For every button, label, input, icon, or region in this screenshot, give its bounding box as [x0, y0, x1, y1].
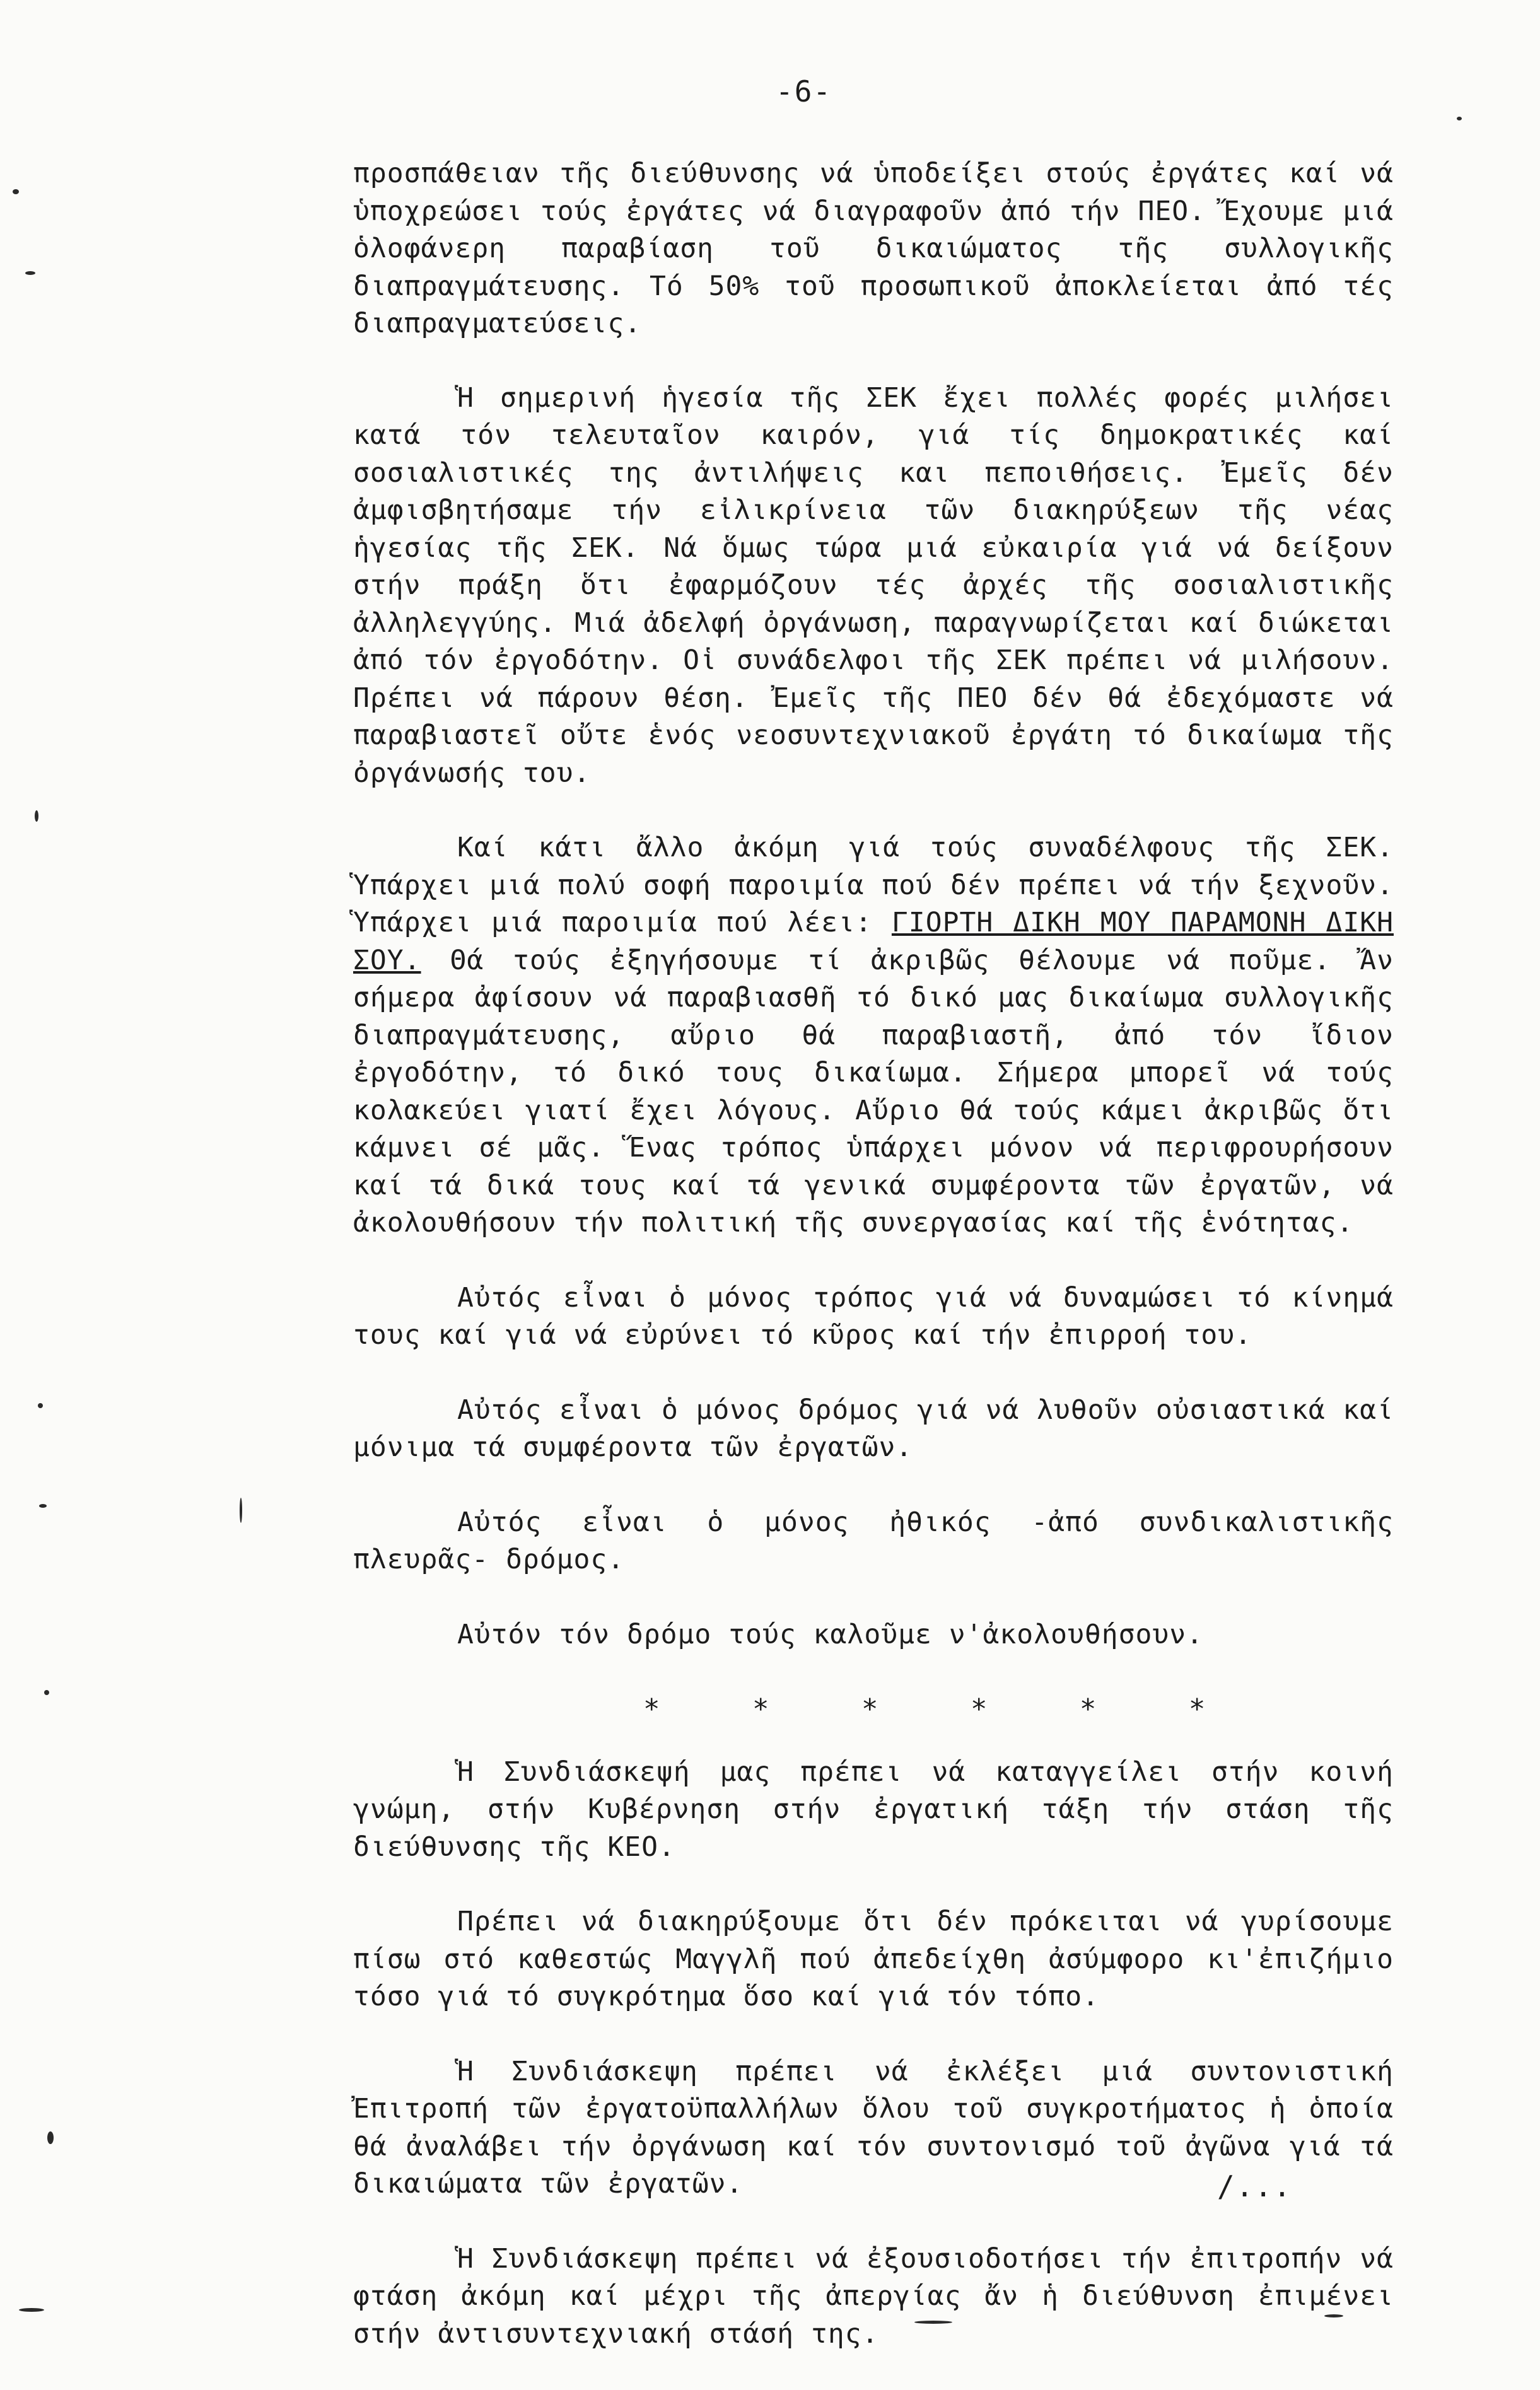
document-body [353, 155, 1394, 2390]
scan-speck [44, 1690, 49, 1695]
paragraph-1: προσπάθειαν τῆς διεύθυνσης νά ὑποδείξει στούς ἐργάτες καί νά ὑποχρεώσει τούς ἐργάτες νά διαγραφοῦν ἀπό τήν ΠΕΟ. Ἔχουμε μιά ὁλοφάνερη παραβίαση τοῦ δικαιώματος τῆς συλλογικῆς διαπραγμάτευσης. Τό 50% τοῦ προσωπικοῦ ἀποκλείεται ἀπό τές διαπραγματεύσεις. [353, 158, 1394, 339]
paragraph-7: Αὐτόν τόν δρόμο τούς καλοῦμε ν'ἀκολουθήσουν. [457, 1618, 1204, 1650]
paragraph-8: Ἡ Συνδιάσκεψή μας πρέπει νά καταγγείλει στήν κοινή γνώμη, στήν Κυβέρνηση στήν ἐργατική τάξη τήν στάση τῆς διεύθυνσης τῆς ΚΕΟ. [353, 1756, 1394, 1863]
paragraph-2: Ἡ σημερινή ἡγεσία τῆς ΣΕΚ ἔχει πολλές φορές μιλήσει κατά τόν τελευταῖον καιρόν, γιά τίς δημοκρατικές καί σοσιαλιστικές της ἀντιλήψεις και πεποιθήσεις. Ἐμεῖς δέν ἀμφισβητήσαμε τήν εἰλικρίνεια τῶν διακηρύξεων τῆς νέας ἡγεσίας τῆς ΣΕΚ. Νά ὅμως τώρα μιά εὐκαιρία γιά νά δείξουν στήν πράξη ὅτι ἐφαρμόζουν τές ἀρχές τῆς σοσιαλιστικῆς ἀλληλεγγύης. Μιά ἀδελφή ὀργάνωση, παραγνωρίζεται καί διώκεται ἀπό τόν ἐργοδότην. Οἱ συνάδελφοι τῆς ΣΕΚ πρέπει νά μιλήσουν. Πρέπει νά πάρουν θέση. Ἐμεῖς τῆς ΠΕΟ δέν θά ἐδεχόμαστε νά παραβιαστεῖ οὔτε ἑνός νεοσυντεχνιακοῦ ἐργάτη τό δικαίωμα τῆς ὀργάνωσής του. [353, 382, 1394, 789]
paragraph-4: Αὐτός εἶναι ὁ μόνος τρόπος γιά νά δυναμώσει τό κίνημά τους καί γιά νά εὐρύνει τό κῦρος καί τήν ἐπιρροή του. [353, 1281, 1394, 1351]
scan-speck [1324, 2314, 1343, 2317]
scan-speck [39, 1504, 47, 1508]
paragraph-3 [353, 829, 1394, 1242]
scan-speck [47, 2131, 54, 2144]
scan-speck [914, 2321, 952, 2324]
continuation-mark: /... [1217, 2169, 1292, 2203]
paragraph-11: Ἡ Συνδιάσκεψη πρέπει νά ἐξουσιοδοτήσει τήν ἐπιτροπήν νά φτάση ἀκόμη καί μέχρι τῆς ἀπεργίας ἄν ἡ διεύθυνση ἐπιμένει στήν ἀντισυντεχνιακή στάσή της. [353, 2242, 1394, 2350]
page-number: -6- [776, 74, 832, 108]
paragraph-3-text-before: Καί κάτι ἄλλο ἀκόμη γιά τούς συναδέλφους τῆς ΣΕΚ. Ὑπάρχει μιά πολύ σοφή παροιμία πού δέν πρέπει νά τήν ξεχνοῦν. Ὑπάρχει μιά παροιμία πού λέει: [353, 832, 1394, 938]
scan-speck [240, 1498, 242, 1523]
proverb-underlined: ΓΙΟΡΤΗ ΔΙΚΗ ΜΟΥ ΠΑΡΑΜΟΝΗ ΔΙΚΗ ΣΟΥ. [353, 907, 1394, 976]
section-separator: * * * * * * [643, 1693, 1244, 1725]
paragraph-5: Αὐτός εἶναι ὁ μόνος δρόμος γιά νά λυθοῦν οὐσιαστικά καί μόνιμα τά συμφέροντα τῶν ἐργατῶν. [353, 1394, 1394, 1463]
scan-speck [1457, 117, 1462, 120]
paragraph-10: Ἡ Συνδιάσκεψη πρέπει νά ἐκλέξει μιά συντονιστική Ἐπιτροπή τῶν ἐργατοϋπαλλήλων ὅλου τοῦ συγκροτήματος ἡ ὁποία θά ἀναλάβει τήν ὀργάνωση καί τόν συντονισμό τοῦ ἀγῶνα γιά τά δικαιώματα τῶν ἐργατῶν. [353, 2055, 1394, 2200]
paragraph-9: Πρέπει νά διακηρύξουμε ὅτι δέν πρόκειται νά γυρίσουμε πίσω στό καθεστώς Μαγγλῆ πού ἀπεδείχθη ἀσύμφορο κι'ἐπιζήμιο τόσο γιά τό συγκρότημα ὅσο καί γιά τόν τόπο. [353, 1906, 1394, 2012]
scan-speck [13, 189, 19, 194]
scan-speck [38, 1403, 43, 1408]
scan-speck [19, 2308, 44, 2312]
scan-speck [25, 271, 35, 275]
scan-speck [35, 810, 38, 822]
paragraph-6: Αὐτός εἶναι ὁ μόνος ἠθικός -ἀπό συνδικαλιστικῆς πλευρᾶς- δρόμος. [353, 1506, 1394, 1575]
paragraph-3-text-after: Θά τούς ἐξηγήσουμε τί ἀκριβῶς θέλουμε νά ποῦμε. Ἄν σήμερα ἀφίσουν νά παραβιασθῆ τό δικό μας δικαίωμα συλλογικῆς διαπραγμάτευσης, αὔριο θά παραβιαστῆ, ἀπό τόν ἴδιον ἐργοδότην, τό δικό τους δικαίωμα. Σήμερα μπορεῖ νά τούς κολακεύει γιατί ἔχει λόγους. Αὔριο θά τούς κάμει ἀκριβῶς ὅτι κάμνει σέ μᾶς. Ἕνας τρόπος ὑπάρχει μόνον νά περιφρουρήσουν καί τά δικά τους καί τά γενικά συμφέροντα τῶν ἐργατῶν, νά ἀκολουθήσουν τήν πολιτική τῆς συνεργασίας καί τῆς ἑνότητας. [353, 944, 1394, 1239]
